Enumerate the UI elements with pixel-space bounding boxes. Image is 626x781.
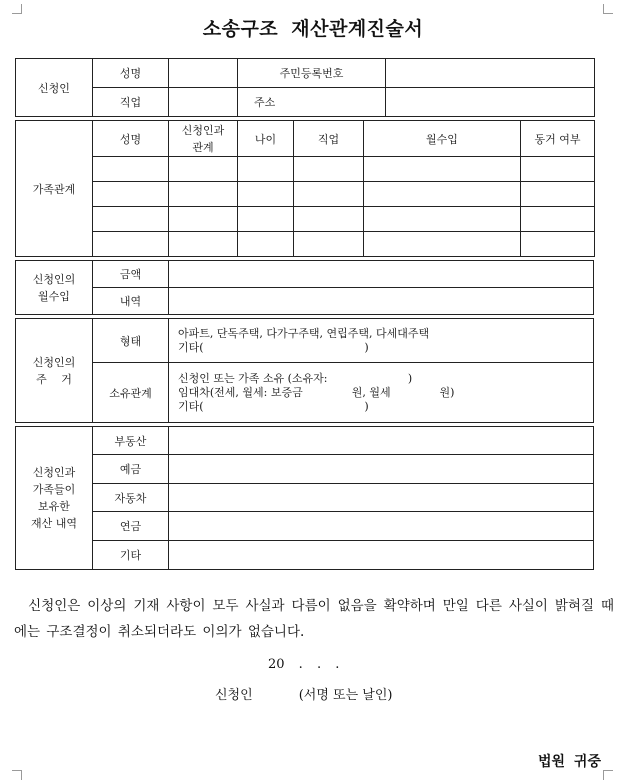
family-cell[interactable] <box>364 182 521 207</box>
residence-type-label: 형태 <box>93 319 169 363</box>
family-section <box>15 120 595 257</box>
asset-item-field[interactable] <box>169 512 594 541</box>
ownership-label: 소유관계 <box>93 363 169 423</box>
income-amount-label: 금액 <box>93 261 169 288</box>
family-header-cohabit: 동거 여부 <box>521 121 595 157</box>
asset-item-label: 예금 <box>93 455 169 484</box>
crop-mark-top-left <box>12 4 22 14</box>
family-header-job: 직업 <box>294 121 364 157</box>
ownership-option[interactable]: 신청인 또는 가족 소유 (소유자: ) <box>178 371 413 385</box>
crop-mark-bottom-right <box>603 770 613 780</box>
income-amount-field[interactable] <box>169 261 594 288</box>
assets-section <box>15 426 594 570</box>
family-cell[interactable] <box>93 207 169 232</box>
crop-mark-bottom-left <box>12 770 22 780</box>
ownership-option[interactable]: 임대차(전세, 월세: 보증금 원, 월세 원) <box>178 385 455 399</box>
asset-item-label: 기타 <box>93 541 169 570</box>
income-section <box>15 260 594 315</box>
family-cell[interactable] <box>238 182 294 207</box>
asset-item-label: 부동산 <box>93 427 169 455</box>
address-label: 주소 <box>238 88 386 117</box>
asset-item-field[interactable] <box>169 484 594 512</box>
family-cell[interactable] <box>169 232 238 257</box>
family-header-name: 성명 <box>93 121 169 157</box>
family-cell[interactable] <box>521 157 595 182</box>
id-number-label: 주민등록번호 <box>238 59 386 88</box>
crop-mark-top-right <box>603 4 613 14</box>
residence-type-option[interactable]: 아파트, 단독주택, 다가구주택, 연립주택, 다세대주택 <box>178 326 430 340</box>
family-header-income: 월수입 <box>364 121 521 157</box>
residence-section-label: 신청인의 주 거 <box>16 319 93 423</box>
residence-type-option[interactable]: 기타( ) <box>178 340 369 354</box>
family-header-relation: 신청인과 관계 <box>169 121 238 157</box>
family-cell[interactable] <box>238 232 294 257</box>
family-cell[interactable] <box>238 157 294 182</box>
residence-section <box>15 318 594 423</box>
ownership-option[interactable]: 기타( ) <box>178 399 369 413</box>
family-cell[interactable] <box>294 232 364 257</box>
income-detail-field[interactable] <box>169 288 594 315</box>
job-field[interactable] <box>169 88 238 117</box>
asset-item-field[interactable] <box>169 427 594 455</box>
family-header-age: 나이 <box>238 121 294 157</box>
applicant-section-label: 신청인 <box>16 59 93 117</box>
asset-item-field[interactable] <box>169 541 594 570</box>
family-cell[interactable] <box>93 182 169 207</box>
date-line[interactable]: 20 . . . <box>268 657 340 672</box>
family-cell[interactable] <box>521 207 595 232</box>
family-cell[interactable] <box>294 157 364 182</box>
family-cell[interactable] <box>521 232 595 257</box>
family-cell[interactable] <box>294 207 364 232</box>
declaration-statement: 신청인은 이상의 기재 사항이 모두 사실과 다름이 없음을 확약하며 만일 다른 사실이 밝혀질 때에는 구조결정이 취소되더라도 이의가 없습니다. <box>14 598 615 640</box>
name-field[interactable] <box>169 59 238 88</box>
signature-note[interactable]: (서명 또는 날인) <box>298 688 393 703</box>
family-cell[interactable] <box>364 207 521 232</box>
family-cell[interactable] <box>521 182 595 207</box>
court-addressee: 법원 귀중 <box>538 754 601 770</box>
applicant-section <box>15 58 595 117</box>
family-cell[interactable] <box>294 182 364 207</box>
assets-section-label: 신청인과 가족들이 보유한 재산 내역 <box>16 427 93 570</box>
family-section-label: 가족관계 <box>16 121 93 257</box>
family-row <box>16 182 595 207</box>
family-row <box>16 157 595 182</box>
statement-form <box>15 58 594 570</box>
signature-label: 신청인 <box>215 688 253 703</box>
address-field[interactable] <box>386 88 595 117</box>
family-cell[interactable] <box>93 157 169 182</box>
family-cell[interactable] <box>169 157 238 182</box>
asset-item-field[interactable] <box>169 455 594 484</box>
family-cell[interactable] <box>364 232 521 257</box>
asset-item-label: 연금 <box>93 512 169 541</box>
family-cell[interactable] <box>364 157 521 182</box>
family-row <box>16 232 595 257</box>
name-label: 성명 <box>93 59 169 88</box>
id-number-field[interactable] <box>386 59 595 88</box>
signature-line <box>215 684 392 703</box>
income-section-label: 신청인의 월수입 <box>16 261 93 315</box>
family-cell[interactable] <box>238 207 294 232</box>
family-cell[interactable] <box>169 207 238 232</box>
family-cell[interactable] <box>93 232 169 257</box>
job-label: 직업 <box>93 88 169 117</box>
document-title: 소송구조 재산관계진술서 <box>202 18 424 40</box>
income-detail-label: 내역 <box>93 288 169 315</box>
family-row <box>16 207 595 232</box>
family-cell[interactable] <box>169 182 238 207</box>
ownership-options <box>169 363 594 423</box>
residence-type-options <box>169 319 594 363</box>
asset-item-label: 자동차 <box>93 484 169 512</box>
